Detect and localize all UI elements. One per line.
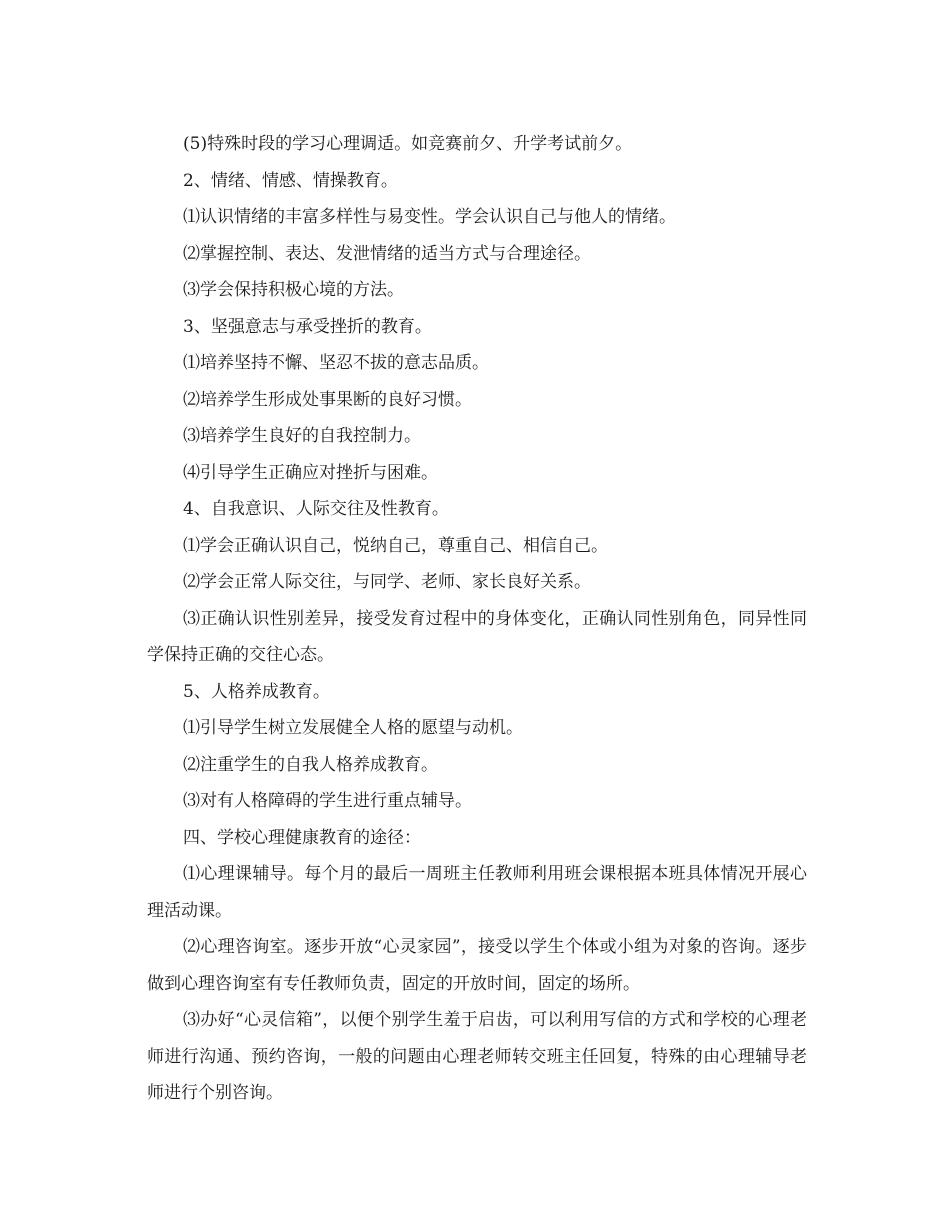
paragraph: ⑵培养学生形成处事果断的良好习惯。 (183, 389, 472, 410)
document-body (147, 126, 807, 1112)
paragraph: ⑴培养坚持不懈、坚忍不拔的意志品质。 (183, 353, 489, 373)
paragraph: ⑴心理课辅导。每个月的最后一周班主任教师利用班会课根据本班具体情况开展心理活动课。 (147, 864, 807, 921)
paragraph: ⑴学会正确认识自己，悦纳自己，尊重自己、相信自己。 (183, 535, 608, 556)
paragraph: ⑶对有人格障碍的学生进行重点辅导。 (183, 791, 472, 811)
paragraph: (5)特殊时段的学习心理调适。如竞赛前夕、升学考试前夕。 (183, 134, 633, 154)
paragraph: ⑵注重学生的自我人格养成教育。 (183, 754, 438, 775)
paragraph: ⑴引导学生树立发展健全人格的愿望与动机。 (183, 718, 523, 738)
paragraph: ⑶培养学生良好的自我控制力。 (183, 426, 421, 446)
paragraph: ⑵学会正常人际交往，与同学、老师、家长良好关系。 (183, 572, 591, 592)
paragraph: ⑵掌握控制、表达、发泄情绪的适当方式与合理途径。 (183, 243, 591, 264)
section-heading: 5、人格养成教育。 (183, 681, 330, 702)
paragraph: ⑶正确认识性别差异，接受发育过程中的身体变化，正确认同性别角色，同异性同学保持正确的交往心态。 (147, 608, 807, 665)
paragraph: ⑷引导学生正确应对挫折与困难。 (183, 462, 438, 483)
section-heading: 3、坚强意志与承受挫折的教育。 (183, 316, 432, 337)
paragraph: ⑵心理咨询室。逐步开放“心灵家园”，接受以学生个体或小组为对象的咨询。逐步做到心理咨询室有专任教师负责，固定的开放时间，固定的场所。 (147, 937, 807, 994)
paragraph: ⑶办好“心灵信箱”，以便个别学生羞于启齿，可以利用写信的方式和学校的心理老师进行沟通、预约咨询，一般的问题由心理老师转交班主任回复，特殊的由心理辅导老师进行个别咨询。 (147, 1010, 807, 1103)
section-heading: 4、自我意识、人际交往及性教育。 (183, 499, 449, 519)
section-heading: 四、学校心理健康教育的途径： (183, 827, 421, 848)
paragraph: ⑴认识情绪的丰富多样性与易变性。学会认识自己与他人的情绪。 (183, 207, 676, 227)
paragraph: ⑶学会保持积极心境的方法。 (183, 280, 404, 300)
section-heading: 2、情绪、情感、情操教育。 (183, 170, 398, 191)
